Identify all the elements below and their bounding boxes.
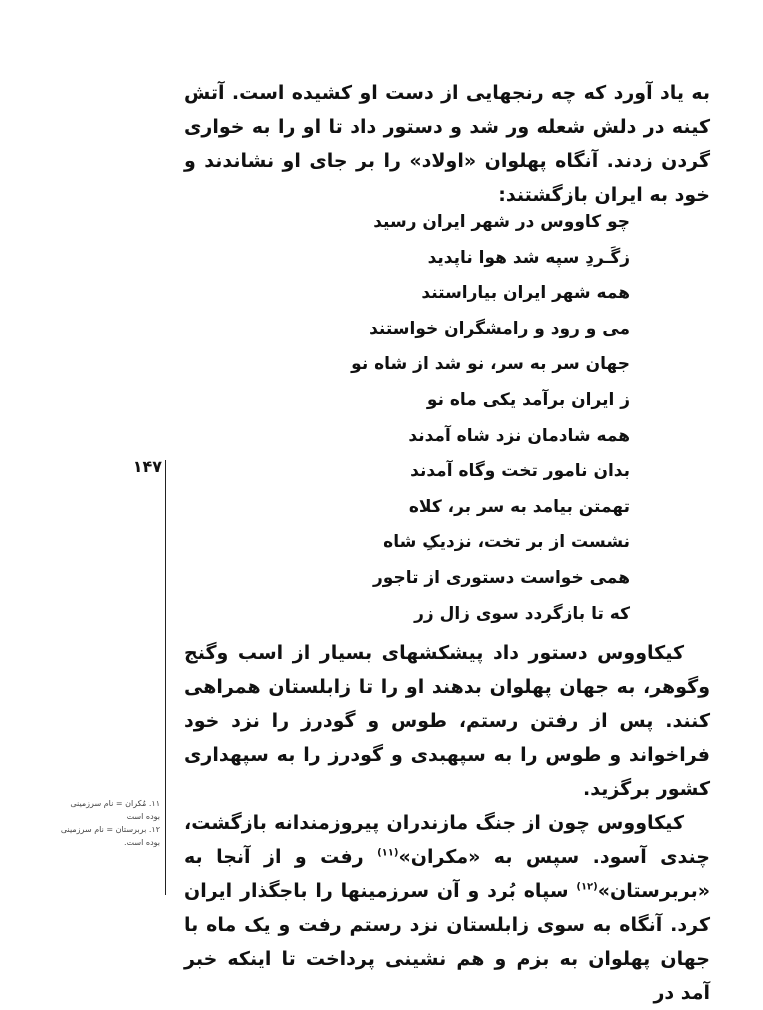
verse-line: ز ایران برآمد یکی ماه نو [426, 389, 630, 410]
verse-line: نشست از بر تخت، نزدیکِ شاه [383, 532, 630, 553]
verse-line: همه شهر ایران بیاراستند [421, 283, 630, 304]
footnotes [60, 797, 160, 849]
verse-line: جهان سر به سر، نو شد از شاه نو [351, 354, 630, 375]
verse-line: بدان نامور تخت وگاه آمدند [410, 461, 630, 482]
intro-text-block [184, 76, 710, 212]
footnote-12: ۱۲. بربرستان = نام سرزمینی بوده است. [60, 825, 160, 847]
page-number: ۱۴۷ [132, 457, 162, 476]
body-text-block [184, 636, 710, 1010]
intro-paragraph: به یاد آورد که چه رنجهایی از دست او کشیده است. آتش کینه در دلش شعله ور شد و دستور داد تا او را به خواری گردن زدند. آنگاه پهلوان «اولاد» را بر جای او نشاندند و خود به ایران بازگشتند: [184, 82, 710, 206]
footnote-ref-11: (۱۱) [377, 847, 399, 859]
verse-line: همه شادمان نزد شاه آمدند [408, 425, 630, 446]
paragraph-3-mid: رفت و از آنجا به «بربرستان» [184, 846, 710, 902]
verse-line: تهمتن بیامد به سر بر، کلاه [408, 496, 630, 517]
verse-line: چو کاووس در شهر ایران رسید [373, 212, 630, 232]
paragraph-3-end: سپاه بُرد و آن سرزمینها را باجگذار ایران کرد. آنگاه به سوی زابلستان نزد رستم رفت و یک ماه با جهان پهلوان به بزم و هم نشینی پرداخت تا اینکه خبر آمد در [184, 880, 710, 1004]
verse-line: که تا بازگردد سوی زال زر [414, 603, 630, 624]
poem-verse [300, 205, 630, 632]
margin-divider [165, 460, 166, 895]
verse-line: همی خواست دستوری از تاجور [373, 567, 630, 588]
footnote-ref-12: (۱۲) [576, 881, 598, 893]
footnote-11: ۱۱. مُکران = نام سرزمینی بوده است [70, 799, 160, 821]
paragraph-3 [184, 806, 710, 1010]
paragraph-2: کیکاووس دستور داد پیشکشهای بسیار از اسب وگنج وگوهر، به جهان پهلوان بدهند او را تا زابلستان همراهی کنند. پس از رفتن رستم، طوس و گودرز را نزد خود فراخواند و طوس را به سپهبدی و گودرز را به سپهداری کشور برگزید. [184, 642, 710, 800]
verse-line: زگَـردِ سپه شد هوا ناپدید [427, 247, 630, 268]
paragraph-3-start: کیکاووس چون از جنگ مازندران پیروزمندانه بازگشت، چندی آسود. سپس به «مکران» [184, 812, 710, 868]
verse-line: می و رود و رامشگران خواستند [369, 318, 630, 339]
